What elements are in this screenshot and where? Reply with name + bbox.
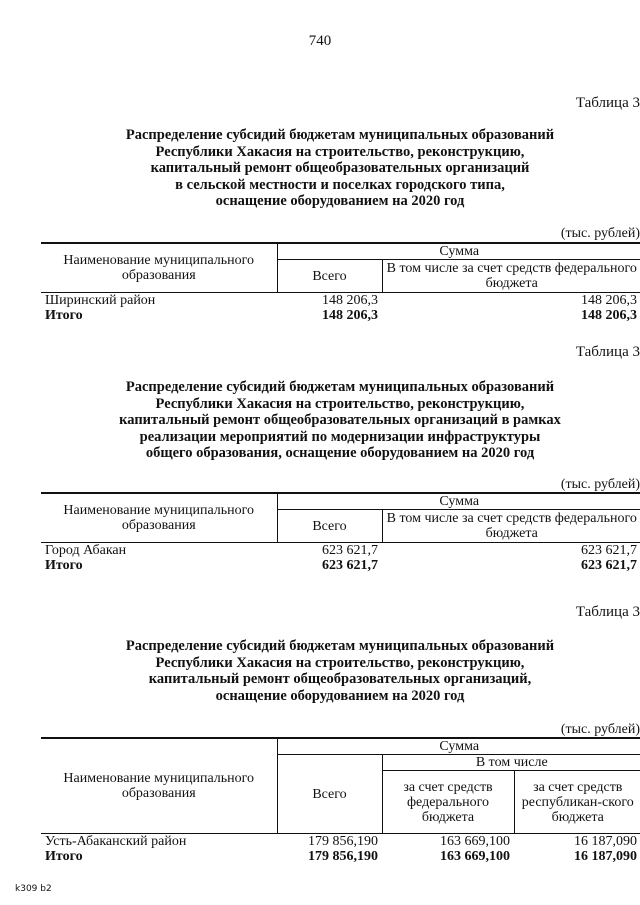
row-name: Ширинский район	[45, 293, 156, 308]
total-row	[41, 849, 640, 864]
col-header-sum: Сумма	[277, 738, 640, 755]
page-number: 740	[308, 33, 332, 49]
total-total: 148 206,3	[322, 308, 378, 323]
row-federal: 163 669,100	[440, 834, 510, 849]
total-federal: 623 621,7	[581, 558, 637, 573]
col-header-name: Наименование муниципального образования	[41, 738, 277, 834]
title-line: оснащение оборудованием на 2020 год	[215, 193, 465, 209]
total-federal: 148 206,3	[581, 308, 637, 323]
row-total: 148 206,3	[322, 293, 378, 308]
title-line: реализации мероприятий по модернизации инфраструктуры	[139, 428, 541, 445]
total-federal: 163 669,100	[440, 849, 510, 864]
total-total: 179 856,190	[308, 849, 378, 864]
table-3-unit: (тыс. рублей)	[560, 722, 640, 737]
row-total: 179 856,190	[308, 834, 378, 849]
total-total: 623 621,7	[322, 558, 378, 573]
title-line: капитальный ремонт общеобразовательных организаций в рамках	[119, 412, 561, 428]
row-federal: 623 621,7	[581, 543, 637, 558]
table-row	[41, 834, 640, 850]
row-total: 623 621,7	[322, 543, 378, 558]
title-line: Распределение субсидий бюджетам муниципальных образований	[125, 127, 555, 143]
col-header-total: Всего	[277, 260, 382, 293]
title-line: капитальный ремонт общеобразовательных организаций	[150, 160, 530, 176]
table-1	[41, 242, 640, 323]
total-row	[41, 558, 640, 573]
table-row	[41, 293, 640, 309]
title-line: Республики Хакасия на строительство, реконструкцию,	[155, 143, 525, 160]
table-1-unit: (тыс. рублей)	[560, 226, 640, 241]
title-line: Республики Хакасия на строительство, реконструкцию,	[155, 654, 525, 671]
col-header-sum: Сумма	[277, 243, 640, 260]
title-line: общего образования, оснащение оборудованием на 2020 год	[145, 445, 535, 461]
col-header-total: Всего	[277, 510, 382, 543]
total-republic: 16 187,090	[574, 849, 637, 864]
table-2-unit: (тыс. рублей)	[560, 477, 640, 492]
title-line: Республики Хакасия на строительство, реконструкцию,	[155, 395, 525, 412]
row-republic: 16 187,090	[574, 834, 637, 849]
table-3-title	[40, 638, 640, 704]
col-header-name: Наименование муниципального образования	[41, 493, 277, 543]
col-header-federal: В том числе за счет средств федерального бюджета	[382, 510, 640, 543]
row-federal: 148 206,3	[581, 293, 637, 308]
total-row	[41, 308, 640, 323]
table-1-label: Таблица 3	[575, 95, 640, 111]
title-line: оснащение оборудованием на 2020 год	[215, 687, 465, 704]
table-1-title	[40, 127, 640, 210]
table-3	[41, 737, 640, 864]
table-3-label: Таблица 3	[575, 604, 640, 620]
table-2-title	[40, 379, 640, 462]
total-label: Итого	[45, 849, 83, 864]
col-header-sum: Сумма	[277, 493, 640, 510]
total-label: Итого	[45, 308, 83, 323]
title-line: капитальный ремонт общеобразовательных организаций,	[148, 671, 532, 687]
col-header-including: В том числе	[382, 755, 640, 771]
title-line: в сельской местности и поселках городского типа,	[175, 176, 505, 193]
table-2-label: Таблица 3	[575, 344, 640, 360]
footer-stamp: k309 b2	[15, 884, 52, 894]
col-header-name: Наименование муниципального образования	[41, 243, 277, 293]
col-header-republic: за счет средств республикан-ского бюджета	[514, 771, 640, 834]
row-name: Город Абакан	[45, 543, 127, 558]
total-label: Итого	[45, 558, 83, 573]
title-line: Распределение субсидий бюджетам муниципальных образований	[125, 379, 555, 395]
title-line: Распределение субсидий бюджетам муниципальных образований	[125, 638, 555, 654]
col-header-total: Всего	[277, 755, 382, 834]
col-header-federal: В том числе за счет средств федерального бюджета	[382, 260, 640, 293]
table-2	[41, 492, 640, 573]
table-row	[41, 543, 640, 559]
row-name: Усть-Абаканский район	[45, 834, 187, 849]
col-header-federal: за счет средств федерального бюджета	[382, 771, 514, 834]
